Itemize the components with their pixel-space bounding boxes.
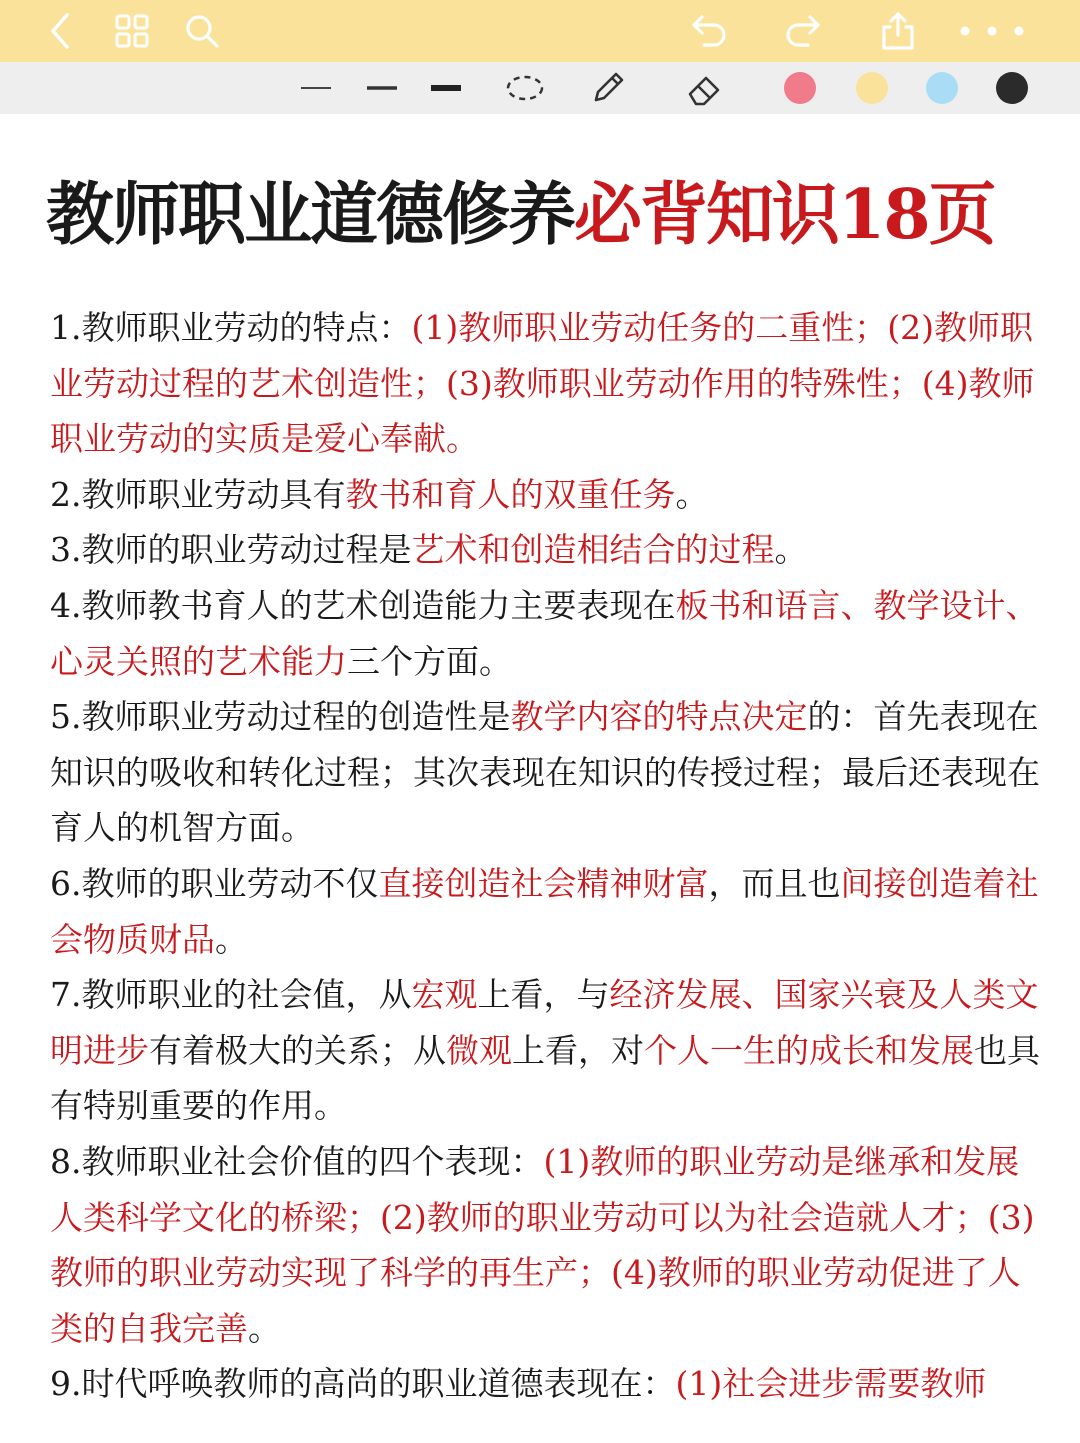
- page-title: [46, 170, 1056, 260]
- share-icon[interactable]: [876, 10, 920, 52]
- grid-icon[interactable]: [110, 10, 154, 52]
- top-navigation-bar: [0, 0, 1080, 62]
- list-item: 5.教师职业劳动过程的创造性是教学内容的特点决定的：首先表现在知识的吸收和转化过程；其次表现在知识的传授过程；最后还表现在育人的机智方面。: [50, 697, 1040, 848]
- title-highlight: 必背知识18页: [574, 175, 995, 255]
- thin-line-tool[interactable]: [296, 68, 336, 108]
- undo-icon[interactable]: [688, 10, 732, 52]
- list-item: 2.教师职业劳动具有教书和育人的双重任务。: [50, 474, 709, 514]
- redo-icon[interactable]: [780, 10, 824, 52]
- list-item: 6.教师的职业劳动不仅直接创造社会精神财富，而且也间接创造着社会物质财品。: [50, 863, 1039, 959]
- color-swatch-pink[interactable]: [780, 68, 820, 108]
- more-icon[interactable]: [954, 10, 1030, 52]
- eraser-icon[interactable]: [682, 68, 726, 108]
- thick-line-tool[interactable]: [426, 68, 466, 108]
- list-item: 3.教师的职业劳动过程是艺术和创造相结合的过程。: [50, 530, 808, 570]
- list-item: 1.教师职业劳动的特点：(1)教师职业劳动任务的二重性；(2)教师职业劳动过程的艺术创造性；(3)教师职业劳动作用的特殊性；(4)教师职业劳动的实质是爱心奉献。: [50, 308, 1035, 459]
- list-item: 4.教师教书育人的艺术创造能力主要表现在板书和语言、教学设计、心灵关照的艺术能力三个方面。: [50, 585, 1039, 681]
- note-content: [50, 300, 1040, 1412]
- color-swatch-black[interactable]: [992, 68, 1032, 108]
- list-item: 9.时代呼唤教师的高尚的职业道德表现在：(1)社会进步需要教师: [50, 1364, 987, 1404]
- medium-line-tool[interactable]: [362, 68, 402, 108]
- lasso-icon[interactable]: [503, 68, 547, 108]
- color-swatch-blue[interactable]: [922, 68, 962, 108]
- pen-toolbar: [0, 62, 1080, 114]
- list-item: 8.教师职业社会价值的四个表现：(1)教师的职业劳动是继承和发展人类科学文化的桥梁；(2)教师的职业劳动可以为社会造就人才；(3)教师的职业劳动实现了科学的再生产；(4)教师的职业劳动促进了人类的自我完善。: [50, 1141, 1035, 1348]
- pencil-icon[interactable]: [586, 68, 630, 108]
- back-icon[interactable]: [40, 10, 80, 52]
- list-item: 7.教师职业的社会值，从宏观上看，与经济发展、国家兴衰及人类文明进步有着极大的关系；从微观上看，对个人一生的成长和发展也具有特别重要的作用。: [50, 975, 1040, 1126]
- title-main: 教师职业道德修养: [46, 175, 575, 255]
- color-swatch-yellow[interactable]: [852, 68, 892, 108]
- search-icon[interactable]: [180, 10, 224, 52]
